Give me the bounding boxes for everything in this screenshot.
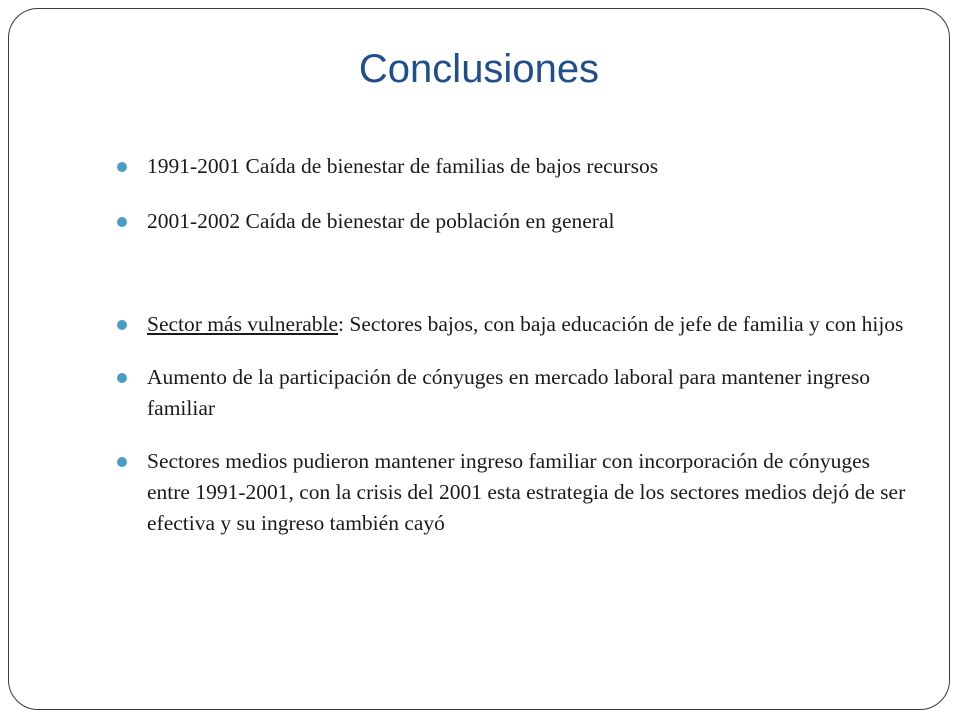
bullet-dot-icon [117,217,127,227]
bullet-dot-icon [117,373,127,383]
bullet-text: 2001-2002 Caída de bienestar de población en general [147,209,615,233]
bullet-item [117,151,907,182]
bullet-item [117,446,907,539]
slide-frame [8,8,950,710]
bullet-dot-icon [117,320,127,330]
bullet-item [117,206,907,237]
bullet-list [117,151,907,563]
bullet-text: : Sectores bajos, con baja educación de jefe de familia y con hijos [338,312,904,336]
bullet-text: Aumento de la participación de cónyuges en mercado laboral para mantener ingreso familiar [147,365,870,420]
bullet-dot-icon [117,162,127,172]
bullet-underlined-term: Sector más vulnerable [147,312,339,336]
bullet-dot-icon [117,457,127,467]
bullet-text: Sectores medios pudieron mantener ingreso familiar con incorporación de cónyuges entre 1991-2001, con la crisis del 2001 esta estrategia de los sectores medios dejó de ser efectiva y su ingreso también cayó [147,449,906,535]
bullet-item [117,362,907,424]
bullet-item [117,309,907,340]
slide-title: Conclusiones [358,47,600,91]
bullet-text: 1991-2001 Caída de bienestar de familias de bajos recursos [147,154,659,178]
